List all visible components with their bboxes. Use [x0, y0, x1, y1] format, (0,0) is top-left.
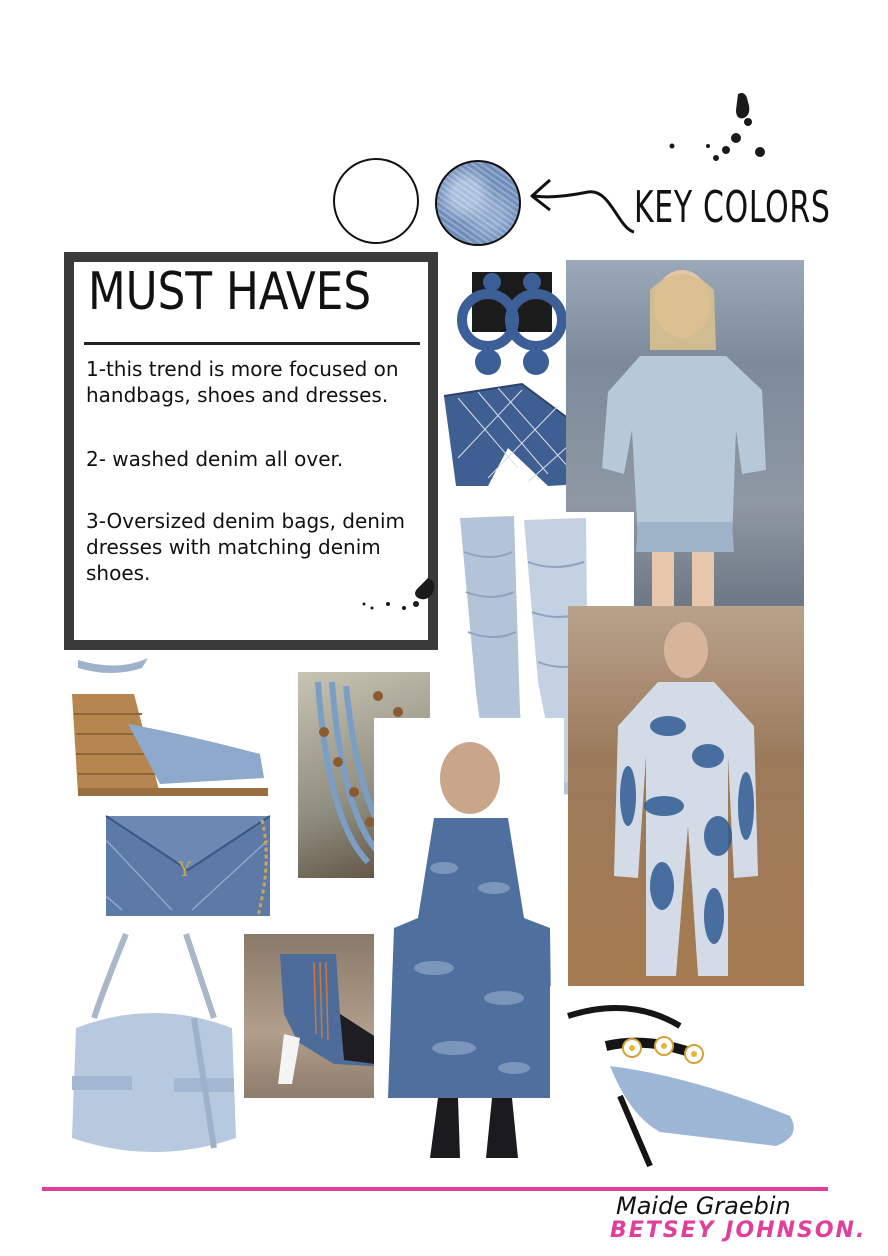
swatch-white	[333, 158, 419, 244]
must-have-point-1: 1-this trend is more focused on handbags, shoes and dresses.	[86, 357, 399, 407]
denim-chain-bag-image	[92, 810, 282, 924]
key-colors-label: KEY COLORS	[634, 182, 831, 233]
author-signature: Maide Graebin	[616, 1192, 791, 1220]
arrow-icon	[528, 168, 638, 238]
must-have-point-3: 3-Oversized denim bags, denim dresses with matching denim shoes.	[86, 509, 406, 585]
brand-signature: BETSEY JOHNSON.	[610, 1218, 867, 1243]
denim-hoop-earrings-image	[452, 262, 570, 380]
footer-rule	[42, 1187, 828, 1191]
ink-splatter-top	[660, 88, 780, 168]
denim-espadrille-image	[64, 654, 270, 804]
ink-splatter-box	[358, 574, 450, 616]
daisy-denim-slingback-image	[550, 986, 810, 1168]
tiered-denim-dress-image	[374, 718, 564, 1168]
swatch-washed-denim	[435, 160, 521, 246]
runway-tie-dye-jumpsuit-image	[568, 606, 804, 986]
must-have-point-2: 2- washed denim all over.	[86, 447, 344, 471]
denim-hobo-bag-image	[64, 928, 242, 1168]
svg-text:Y: Y	[178, 857, 192, 881]
must-haves-title: MUST HAVES	[88, 262, 372, 322]
title-divider	[84, 342, 420, 345]
